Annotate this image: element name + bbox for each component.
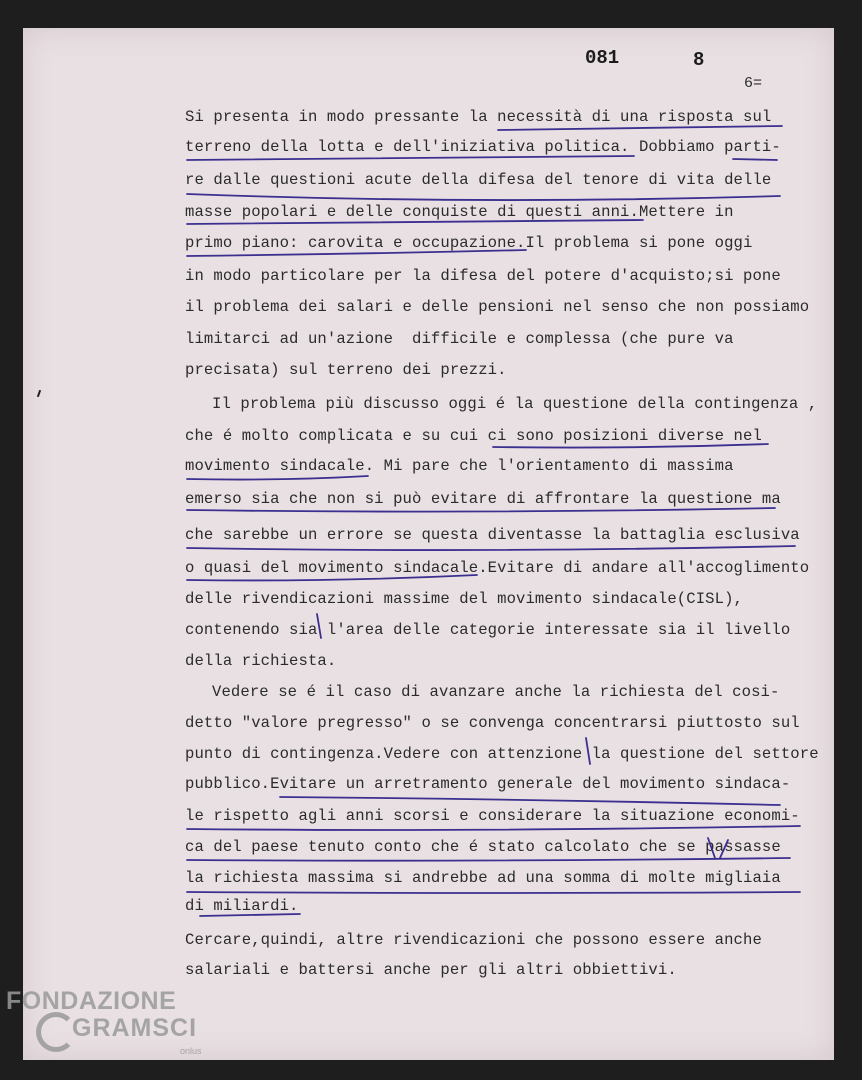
text-line: contenendo sia l'area delle categorie interessate sia il livello [185,621,791,639]
text-line: Vedere se é il caso di avanzare anche la richiesta del cosi- [212,683,780,701]
text-line: che sarebbe un errore se questa diventasse la battaglia esclusiva [185,526,800,544]
gramsci-logo-icon [36,1012,76,1052]
watermark-line1: FONDAZIONE [6,987,177,1015]
text-line: o quasi del movimento sindacale.Evitare di andare all'accoglimento [185,559,810,577]
text-line: terreno della lotta e dell'iniziativa politica. Dobbiamo parti- [185,138,781,156]
text-line: in modo particolare per la difesa del potere d'acquisto;si pone [185,267,781,285]
page-mark: 6= [744,75,763,92]
text-line: Il problema più discusso oggi é la questione della contingenza , [212,395,818,413]
text-line: le rispetto agli anni scorsi e considerare la situazione economi- [185,807,800,825]
text-line: di miliardi. [185,897,299,915]
watermark-line3: onlus [180,1046,202,1056]
text-line: precisata) sul terreno dei prezzi. [185,361,507,379]
text-line: Si presenta in modo pressante la necessità di una risposta sul [185,108,772,126]
text-line: emerso sia che non si può evitare di affrontare la questione ma [185,490,781,508]
text-line: la richiesta massima si andrebbe ad una somma di molte migliaia [185,869,781,887]
text-line: ca del paese tenuto conto che é stato calcolato che se passasse [185,838,781,856]
text-line: Cercare,quindi, altre rivendicazioni che possono essere anche [185,931,762,949]
text-line: delle rivendicazioni massime del movimento sindacale(CISL), [185,590,744,608]
text-line: della richiesta. [185,652,337,670]
sheet-number: 8 [693,49,705,71]
text-line: pubblico.Evitare un arretramento generale del movimento sindaca- [185,775,791,793]
watermark-line2: GRAMSCI [72,1014,198,1042]
text-line: salariali e battersi anche per gli altri obbiettivi. [185,961,677,979]
text-line: punto di contingenza.Vedere con attenzione la questione del settore [185,745,819,763]
text-line: limitarci ad un'azione difficile e complessa (che pure va [185,330,734,348]
document-number: 081 [585,47,620,69]
text-line: primo piano: carovita e occupazione.Il problema si pone oggi [185,234,753,252]
text-line: masse popolari e delle conquiste di questi anni.Mettere in [185,203,734,221]
text-line: re dalle questioni acute della difesa del tenore di vita delle [185,171,772,189]
text-line: detto "valore pregresso" o se convenga concentrarsi piuttosto sul [185,714,800,732]
text-line: il problema dei salari e delle pensioni nel senso che non possiamo [185,298,810,316]
text-line: movimento sindacale. Mi pare che l'orientamento di massima [185,457,734,475]
watermark-logo [6,987,202,1056]
text-line: che é molto complicata e su cui ci sono posizioni diverse nel [185,427,762,445]
